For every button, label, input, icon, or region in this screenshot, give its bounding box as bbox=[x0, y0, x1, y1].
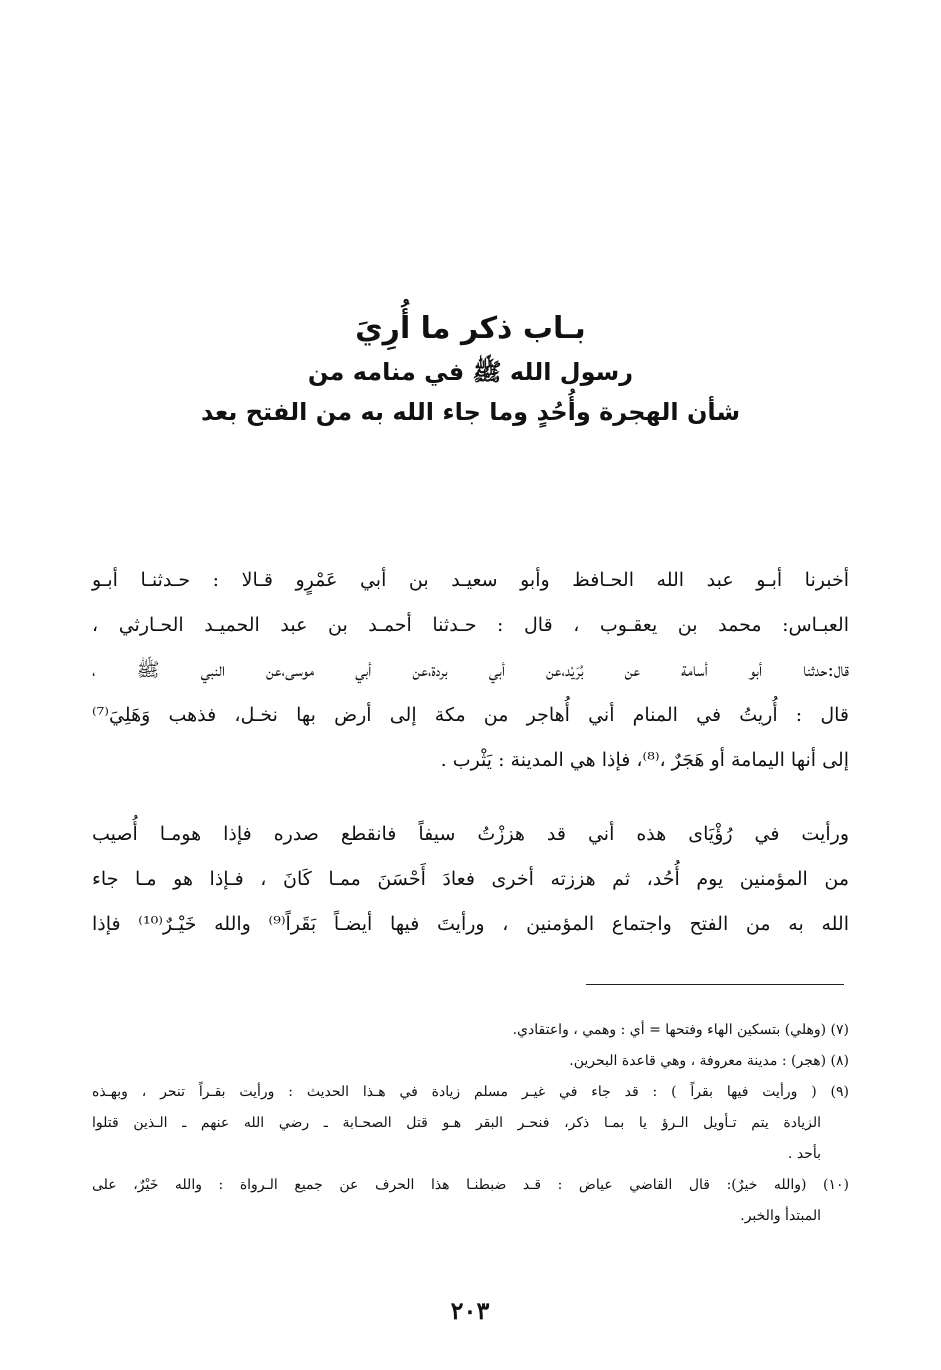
text-line: العبـاس: محمد بن يعقـوب ، قال : حـدثنا أحمـد بن عبد الحميـد الحـارثي ، bbox=[92, 614, 849, 636]
heading-subtitle: رسول الله ﷺ في منامه من bbox=[307, 358, 634, 386]
heading-subtitle-2: شأن الهجرة وأُحُدٍ وما جاء الله به من الفتح بعد bbox=[200, 398, 741, 426]
footnotes bbox=[92, 1015, 849, 1232]
chapter-heading bbox=[150, 306, 791, 432]
footnote-9-line-2: الزيادة يتم تـأويل الـرؤ يا بمـا ذكر، فنحـر البقر هـو قتل الصحـابة ـ رضي الله عنهم ـ الـذين قتلوا bbox=[92, 1115, 821, 1131]
text-line: الله به من الفتح واجتماع المؤمنين ، ورأيتَ فيها أيضـاً بَقَراً⁽⁹⁾ والله خَيْـرٌ⁽¹⁰⁾ فإذا bbox=[92, 913, 849, 935]
text-line: قال:حدثنا أبو أسامة عن بُرَيْد،عن أبي بردة،عن أبي موسى،عن النبي ﷺ ، bbox=[92, 659, 850, 681]
footnote-8: (٨) (هجر) : مدينة معروفة ، وهي قاعدة البحرين. bbox=[569, 1053, 849, 1069]
heading-title: بـاب ذكر ما أُرِيَ bbox=[355, 311, 586, 346]
paragraph-2 bbox=[92, 812, 849, 947]
footnote-10-line-2: المبتدأ والخبر. bbox=[740, 1208, 821, 1224]
text-line: ورأيت في رُؤْيَاى هذه أني قد هززْتُ سيفاً فانقطع صدره فإذا هومـا أُصيب bbox=[92, 823, 849, 845]
paragraph-1 bbox=[92, 558, 849, 783]
page-number: ٢٠٣ bbox=[450, 1296, 490, 1325]
footnote-7: (٧) (وهلي) بتسكين الهاء وفتحها = أي : وهمي ، واعتقادي. bbox=[512, 1022, 849, 1038]
text-line: أخبرنا أبـو عبد الله الحـافظ وأبو سعيـد بن أبي عَمْرٍو قـالا : حـدثنـا أبـو bbox=[92, 569, 849, 591]
footnote-separator bbox=[586, 984, 844, 985]
footnote-10: (١٠) (والله خيرٌ): قال القاضي عياض : قـد ضبطنـا هذا الحرف عن جميع الـرواة : والله خَيْرٌ، على bbox=[92, 1177, 849, 1193]
text-line: من المؤمنين يوم أُحُد، ثم هززته أخرى فعادَ أَحْسَنَ ممـا كَانَ ، فـإذا هو مـا جاء bbox=[92, 868, 849, 890]
text-line: إلى أنها اليمامة أو هَجَرٌ ،⁽⁸⁾، فإذا هي المدينة : يَثْرب . bbox=[440, 749, 849, 771]
text-line: قال : أُريتُ في المنام أني أُهاجر من مكة إلى أرض بها نخـل، فذهب وَهَلِيَ⁽⁷⁾ bbox=[92, 704, 849, 726]
footnote-9: (٩) ( ورأيت فيها بقراً ) : قد جاء في غيـر مسلم زيادة في هـذا الحديث : ورأيت بقـراً تنحر ، وبهـذه bbox=[92, 1084, 849, 1100]
footnote-9-line-3: بأحد . bbox=[787, 1146, 821, 1162]
